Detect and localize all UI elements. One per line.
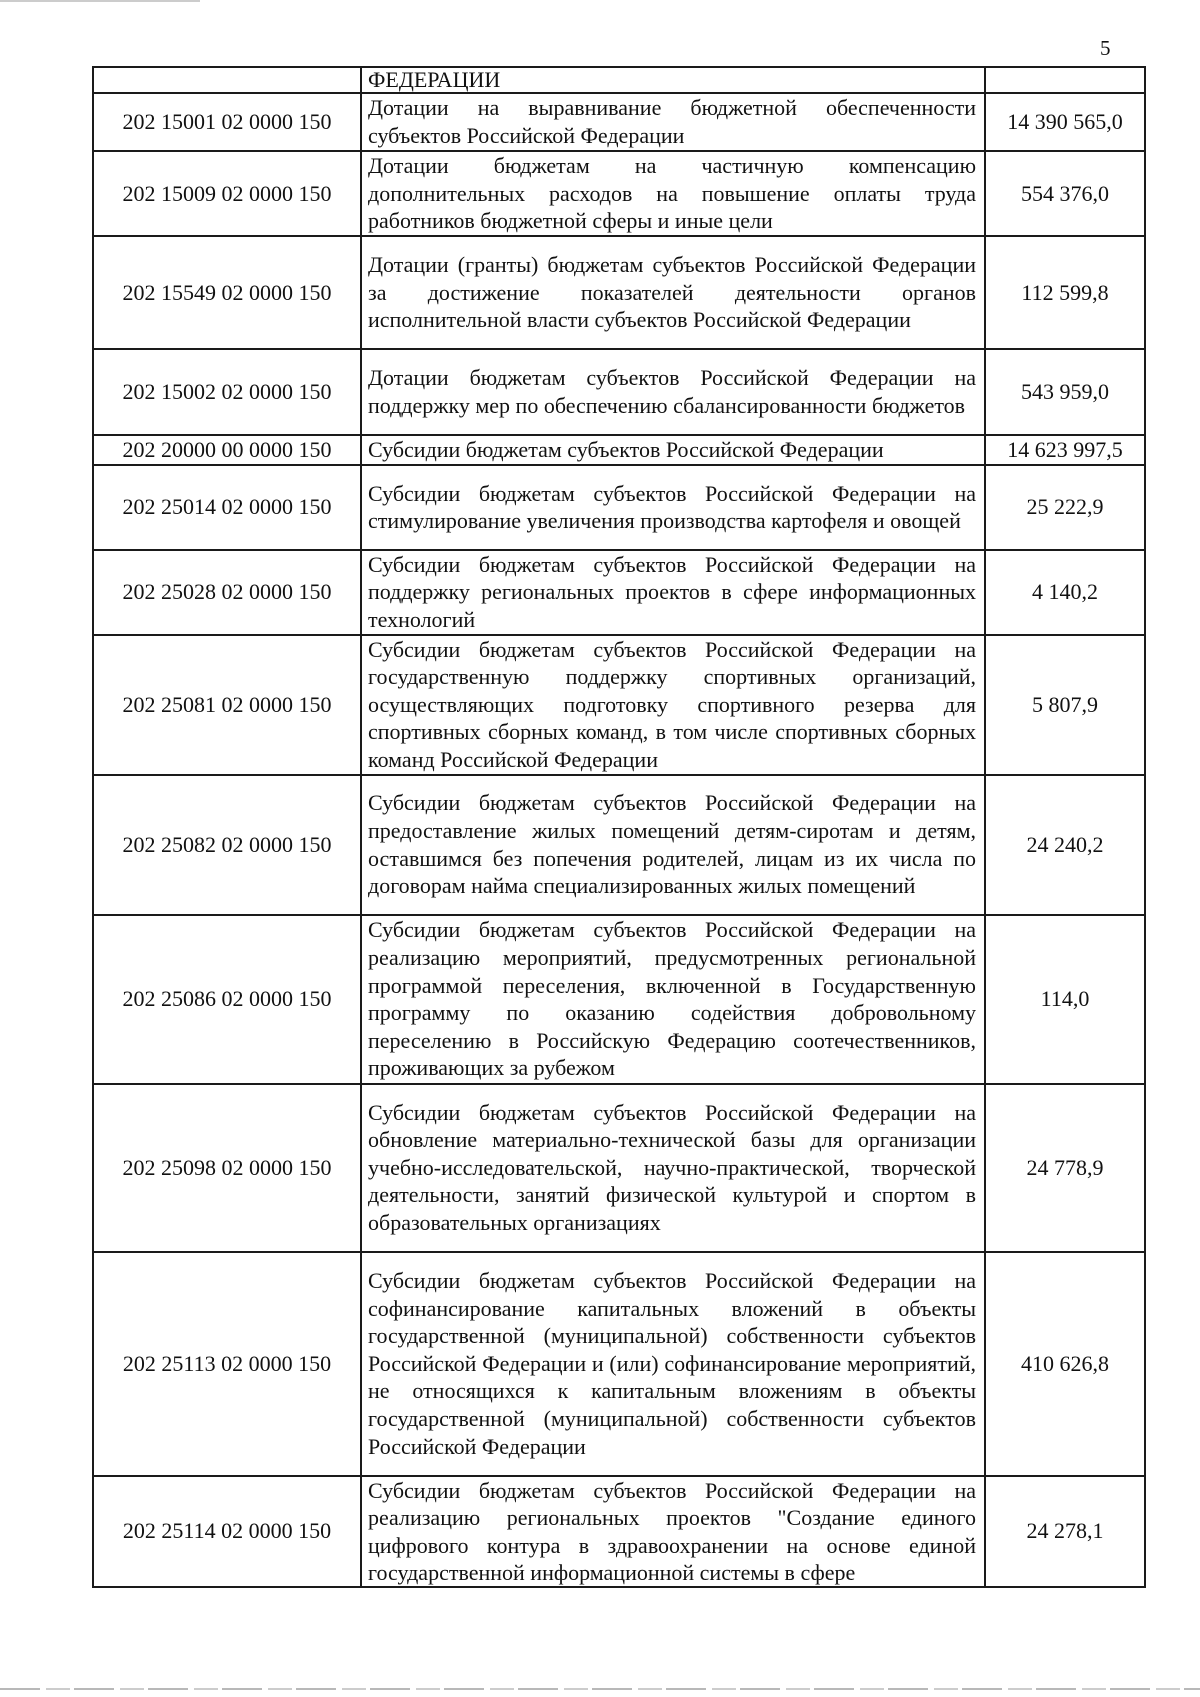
amount-cell: 24 278,1: [985, 1476, 1145, 1587]
table-row: [93, 635, 1145, 775]
budget-code-cell: 202 25082 02 0000 150: [93, 775, 361, 915]
revenue-name-cell: Дотации бюджетам на частичную компенсацию дополнительных расходов на повышение оплаты труда работников бюджетной сферы и иные цели: [361, 151, 985, 236]
revenue-name-cell: [361, 1476, 985, 1587]
budget-code-cell: 202 15009 02 0000 150: [93, 151, 361, 236]
revenue-name-cell: Субсидии бюджетам субъектов Российской Федерации: [361, 435, 985, 465]
table-row: [93, 1252, 1145, 1476]
amount-cell: 114,0: [985, 915, 1145, 1084]
revenue-name-cell: Дотации бюджетам субъектов Российской Федерации на поддержку мер по обеспечению сбалансированности бюджетов: [361, 349, 985, 435]
amount-cell: 14 390 565,0: [985, 93, 1145, 151]
table-row: [93, 915, 1145, 1084]
revenue-name-cell: Субсидии бюджетам субъектов Российской Федерации на софинансирование капитальных вложений в объекты государственной (муниципальной) собственности субъектов Российской Федерации и (или) софинансирование мероприятий, не относящихся к капитальным вложениям в объекты государственной (муниципальной) собственности субъектов Российской Федерации: [361, 1252, 985, 1476]
table-row: [93, 349, 1145, 435]
revenue-name-cell: Субсидии бюджетам субъектов Российской Федерации на обновление материально-технической базы для организации учебно-исследовательской, научно-практической, творческой деятельности, занятий физической культурой и спортом в образовательных организациях: [361, 1084, 985, 1252]
budget-code-cell: [93, 67, 361, 93]
budget-code-cell: 202 25028 02 0000 150: [93, 550, 361, 635]
amount-cell: 410 626,8: [985, 1252, 1145, 1476]
budget-code-cell: 202 15001 02 0000 150: [93, 93, 361, 151]
amount-cell: 543 959,0: [985, 349, 1145, 435]
table-body: [93, 67, 1145, 1587]
table-row: [93, 67, 1145, 93]
budget-code-cell: 202 25081 02 0000 150: [93, 635, 361, 775]
revenue-name-cell: Дотации на выравнивание бюджетной обеспеченности субъектов Российской Федерации: [361, 93, 985, 151]
revenue-name-text: Субсидии бюджетам субъектов Российской Федерации на реализацию региональных проектов "Создание единого цифрового контура в здравоохранении на основе единой государственной информационной системы в сфере: [368, 1477, 976, 1586]
revenue-name-cell: Субсидии бюджетам субъектов Российской Федерации на реализацию мероприятий, предусмотренных региональной программой переселения, включенной в Государственную программу по оказанию содействия добровольному переселению в Российскую Федерацию соотечественников, проживающих за рубежом: [361, 915, 985, 1084]
amount-cell: 4 140,2: [985, 550, 1145, 635]
budget-code-cell: 202 25098 02 0000 150: [93, 1084, 361, 1252]
budget-code-cell: 202 25114 02 0000 150: [93, 1476, 361, 1587]
table-row: [93, 93, 1145, 151]
amount-cell: 554 376,0: [985, 151, 1145, 236]
budget-code-cell: 202 20000 00 0000 150: [93, 435, 361, 465]
table-row: [93, 775, 1145, 915]
amount-cell: [985, 67, 1145, 93]
revenue-name-cell: Дотации (гранты) бюджетам субъектов Российской Федерации за достижение показателей деятельности органов исполнительной власти субъектов Российской Федерации: [361, 236, 985, 349]
amount-cell: 25 222,9: [985, 465, 1145, 550]
table-row: [93, 1084, 1145, 1252]
amount-cell: 112 599,8: [985, 236, 1145, 349]
table-row: [93, 550, 1145, 635]
budget-code-cell: 202 25086 02 0000 150: [93, 915, 361, 1084]
budget-code-cell: 202 15002 02 0000 150: [93, 349, 361, 435]
amount-cell: 5 807,9: [985, 635, 1145, 775]
amount-cell: 14 623 997,5: [985, 435, 1145, 465]
budget-code-cell: 202 15549 02 0000 150: [93, 236, 361, 349]
table-row: [93, 236, 1145, 349]
budget-code-cell: 202 25113 02 0000 150: [93, 1252, 361, 1476]
amount-cell: 24 240,2: [985, 775, 1145, 915]
revenue-name-cell: Субсидии бюджетам субъектов Российской Федерации на поддержку региональных проектов в сфере информационных технологий: [361, 550, 985, 635]
revenue-name-cell: ФЕДЕРАЦИИ: [361, 67, 985, 93]
budget-revenue-table: [92, 66, 1146, 1588]
table-row: [93, 1476, 1145, 1587]
scan-edge-bottom: [0, 1688, 1200, 1690]
table-row: [93, 151, 1145, 236]
revenue-name-cell: Субсидии бюджетам субъектов Российской Федерации на предоставление жилых помещений детям-сиротам и детям, оставшимся без попечения родителей, лицам из их числа по договорам найма специализированных жилых помещений: [361, 775, 985, 915]
page-number: 5: [1100, 36, 1111, 60]
table-row: [93, 465, 1145, 550]
table-row: [93, 435, 1145, 465]
scan-edge-top: [0, 0, 200, 2]
revenue-name-cell: Субсидии бюджетам субъектов Российской Федерации на государственную поддержку спортивных организаций, осуществляющих подготовку спортивного резерва для спортивных сборных команд, в том числе спортивных сборных команд Российской Федерации: [361, 635, 985, 775]
budget-code-cell: 202 25014 02 0000 150: [93, 465, 361, 550]
revenue-name-cell: Субсидии бюджетам субъектов Российской Федерации на стимулирование увеличения производства картофеля и овощей: [361, 465, 985, 550]
amount-cell: 24 778,9: [985, 1084, 1145, 1252]
